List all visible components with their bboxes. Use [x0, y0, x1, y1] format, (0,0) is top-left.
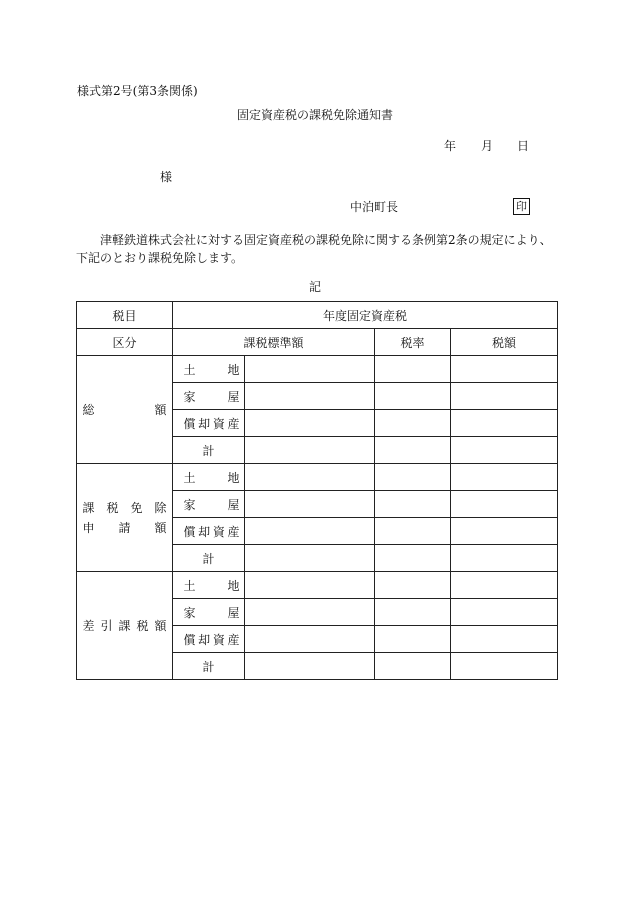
group-exemption-label: [77, 464, 173, 572]
group-label-line1: 総 額: [82, 402, 167, 417]
date-day: 日: [517, 139, 530, 153]
cell-base[interactable]: [245, 383, 375, 410]
cell-base[interactable]: [245, 599, 375, 626]
row-label-land: 土地: [173, 464, 245, 491]
cell-amount[interactable]: [451, 437, 558, 464]
tax-item-row: [77, 302, 558, 329]
column-rate: 税率: [375, 329, 451, 356]
document-title: 固定資産税の課税免除通知書: [236, 108, 393, 122]
cell-base[interactable]: [245, 626, 375, 653]
row-label-total: 計: [173, 437, 245, 464]
date-month: 月: [481, 139, 494, 153]
table-row: [77, 572, 558, 599]
row-label-depreciable: 償却資産: [173, 626, 245, 653]
column-amount: 税額: [451, 329, 558, 356]
category-label: 区分: [77, 329, 173, 356]
issuer-name: 中泊町長: [350, 200, 399, 214]
cell-amount[interactable]: [451, 491, 558, 518]
group-label-line1: 差引課税額: [82, 618, 167, 633]
cell-base[interactable]: [245, 410, 375, 437]
form-number: 様式第2号(第3条関係): [77, 84, 198, 98]
date-year: 年: [444, 139, 457, 153]
cell-amount[interactable]: [451, 410, 558, 437]
row-label-depreciable: 償却資産: [173, 518, 245, 545]
cell-rate[interactable]: [375, 545, 451, 572]
row-label-total: 計: [173, 653, 245, 680]
cell-rate[interactable]: [375, 464, 451, 491]
table-row: [77, 356, 558, 383]
cell-rate[interactable]: [375, 356, 451, 383]
group-label-line2: 申請額: [82, 520, 167, 535]
group-total-label: [77, 356, 173, 464]
table-row: [77, 464, 558, 491]
cell-base[interactable]: [245, 545, 375, 572]
row-label-house: 家屋: [173, 599, 245, 626]
cell-rate[interactable]: [375, 437, 451, 464]
row-label-land: 土地: [173, 356, 245, 383]
addressee-suffix: 様: [160, 170, 173, 184]
ki-label: 記: [308, 280, 321, 294]
row-label-total: 計: [173, 545, 245, 572]
cell-amount[interactable]: [451, 626, 558, 653]
cell-rate[interactable]: [375, 626, 451, 653]
column-base: 課税標準額: [173, 329, 375, 356]
tax-table: [76, 301, 558, 680]
cell-rate[interactable]: [375, 518, 451, 545]
cell-amount[interactable]: [451, 383, 558, 410]
cell-rate[interactable]: [375, 572, 451, 599]
group-net-label: [77, 572, 173, 680]
cell-rate[interactable]: [375, 599, 451, 626]
row-label-house: 家屋: [173, 383, 245, 410]
cell-base[interactable]: [245, 653, 375, 680]
cell-rate[interactable]: [375, 383, 451, 410]
cell-rate[interactable]: [375, 410, 451, 437]
cell-amount[interactable]: [451, 653, 558, 680]
cell-base[interactable]: [245, 518, 375, 545]
seal-mark: 印: [513, 198, 530, 215]
cell-amount[interactable]: [451, 599, 558, 626]
tax-item-value: 年度固定資産税: [173, 302, 558, 329]
row-label-house: 家屋: [173, 491, 245, 518]
cell-amount[interactable]: [451, 518, 558, 545]
cell-base[interactable]: [245, 437, 375, 464]
tax-item-label: 税目: [77, 302, 173, 329]
cell-amount[interactable]: [451, 464, 558, 491]
cell-base[interactable]: [245, 491, 375, 518]
cell-rate[interactable]: [375, 491, 451, 518]
cell-rate[interactable]: [375, 653, 451, 680]
group-label-line1: 課税免除: [82, 500, 167, 515]
cell-amount[interactable]: [451, 356, 558, 383]
row-label-land: 土地: [173, 572, 245, 599]
body-text: 津軽鉄道株式会社に対する固定資産税の課税免除に関する条例第2条の規定により、下記のとおり課税免除します。: [76, 233, 552, 265]
cell-base[interactable]: [245, 572, 375, 599]
cell-base[interactable]: [245, 464, 375, 491]
cell-amount[interactable]: [451, 572, 558, 599]
column-header-row: [77, 329, 558, 356]
cell-amount[interactable]: [451, 545, 558, 572]
cell-base[interactable]: [245, 356, 375, 383]
row-label-depreciable: 償却資産: [173, 410, 245, 437]
